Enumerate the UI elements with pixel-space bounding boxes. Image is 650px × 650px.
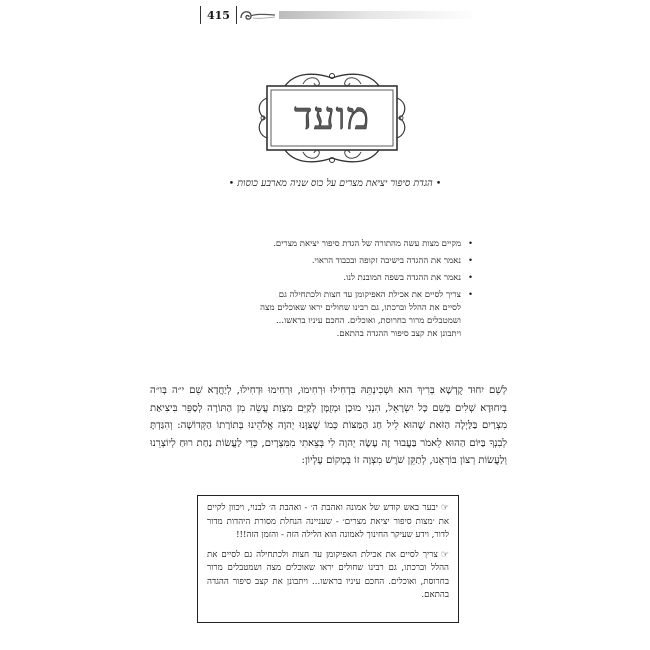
- notes-box: [197, 495, 459, 623]
- page-number: 415: [207, 8, 230, 22]
- swirl-ornament-icon: [237, 6, 277, 24]
- leshem-yichud-paragraph: לְשֵׁם יִחוּד קֻדְשָׁא בְּרִיךְ הוּא וּשְׁכִינְתֵּהּ בִּדְחִילוּ וּרְחִימוּ, וּרְחִימוּ וּדְחִילוּ, לְיַחֲדָא שֵׁם י״ה בְּו״ה בְּיִחוּדָא שְׁלִים בְּשֵׁם כָּל יִשְׂרָאֵל, הִנְנִי מוּכָן וּמְזֻמָּן לְקַיֵּם מִצְוַת עֲשֵׂה מִן הַתּוֹרָה לְסַפֵּר בִּיצִיאַת מִצְרַיִם בַּלַּיְלָה הַזֹּאת שֶׁהוּא לֵיל חַג הַמַּצּוֹת כְּמוֹ שֶׁצִּוָּנוּ יְהוָה אֱלֹהֵינוּ בְּתוֹרָתוֹ הַקְּדוֹשָׁה: וְהִגַּדְתָּ לְבִנְךָ בַּיּוֹם הַהוּא לֵאמֹר בַּעֲבוּר זֶה עָשָׂה יְהוָה לִי בְּצֵאתִי מִמִּצְרָיִם, כְּדֵי לַעֲשׂוֹת נַחַת רוּחַ לְיוֹצְרֵנוּ וְלַעֲשׂוֹת רְצוֹן בּוֹרְאֵנוּ, לְתַקֵּן שֹׁרֶשׁ מִצְוָה זוֹ בְּמָקוֹם עֶלְיוֹן:: [150, 385, 507, 466]
- instruction-list: [258, 238, 473, 345]
- list-item: • נאמר את ההגדה בשפה המובנת לנו.: [258, 272, 473, 285]
- section-title: מועד: [293, 94, 371, 138]
- title-ornament: [255, 68, 409, 168]
- pointing-hand-icon: ☞: [440, 503, 449, 513]
- list-item: • מקיים מצות עשה מהתורה של הגדת סיפור יציאת מצרים.: [258, 238, 473, 251]
- pointing-hand-icon: ☞: [440, 549, 449, 560]
- list-item: • נאמר את ההגדה בישיבה זקופה ובכבוד הראוי.: [258, 255, 473, 268]
- page-header: [200, 4, 479, 26]
- note-text: צריך לסיים את אכילת האפיקומן עד חצות ולכתחילה גם לסיים את ההלל וברכתו, גם רבינו שחולים יראו שאוכלים מצה ושמטבלים מרור בחרוסת, ואוכלים. החכם עיניו בראשו... ויתבונן את קצב סיפור ההגדה בהתאם.: [207, 549, 449, 600]
- list-item: • צריך לסיים את אכילת האפיקומן עד חצות ולכתחילה גם לסיים את ההלל וברכתו, גם רבינו שחולים יראו שאוכלים מצה ושמטבלים מרור בחרוסת, ואוכלים. החכם עיניו בראשו... ויתבונן את קצב סיפור ההגדה בהתאם.: [258, 289, 473, 341]
- note-text: יבער באש קודש של אמונה ואהבת ה׳ - ואהבת ה׳ לבנוי, ויכוון לקיים את ׳מצות סיפור יציאת מצרים׳ - שעניינה הנחלת מסורת היהדות מדור לדור, וידע שעיקר החינוך לאמונה הוא הלילה הזה - והזמן הזה!!!: [207, 503, 449, 540]
- header-gradient-rule: [279, 11, 479, 19]
- note-item: [207, 502, 449, 543]
- note-item: [207, 549, 449, 603]
- subtitle: • הגדת סיפור יציאת מצרים על כוס שניה מארבע כוסות •: [228, 178, 442, 189]
